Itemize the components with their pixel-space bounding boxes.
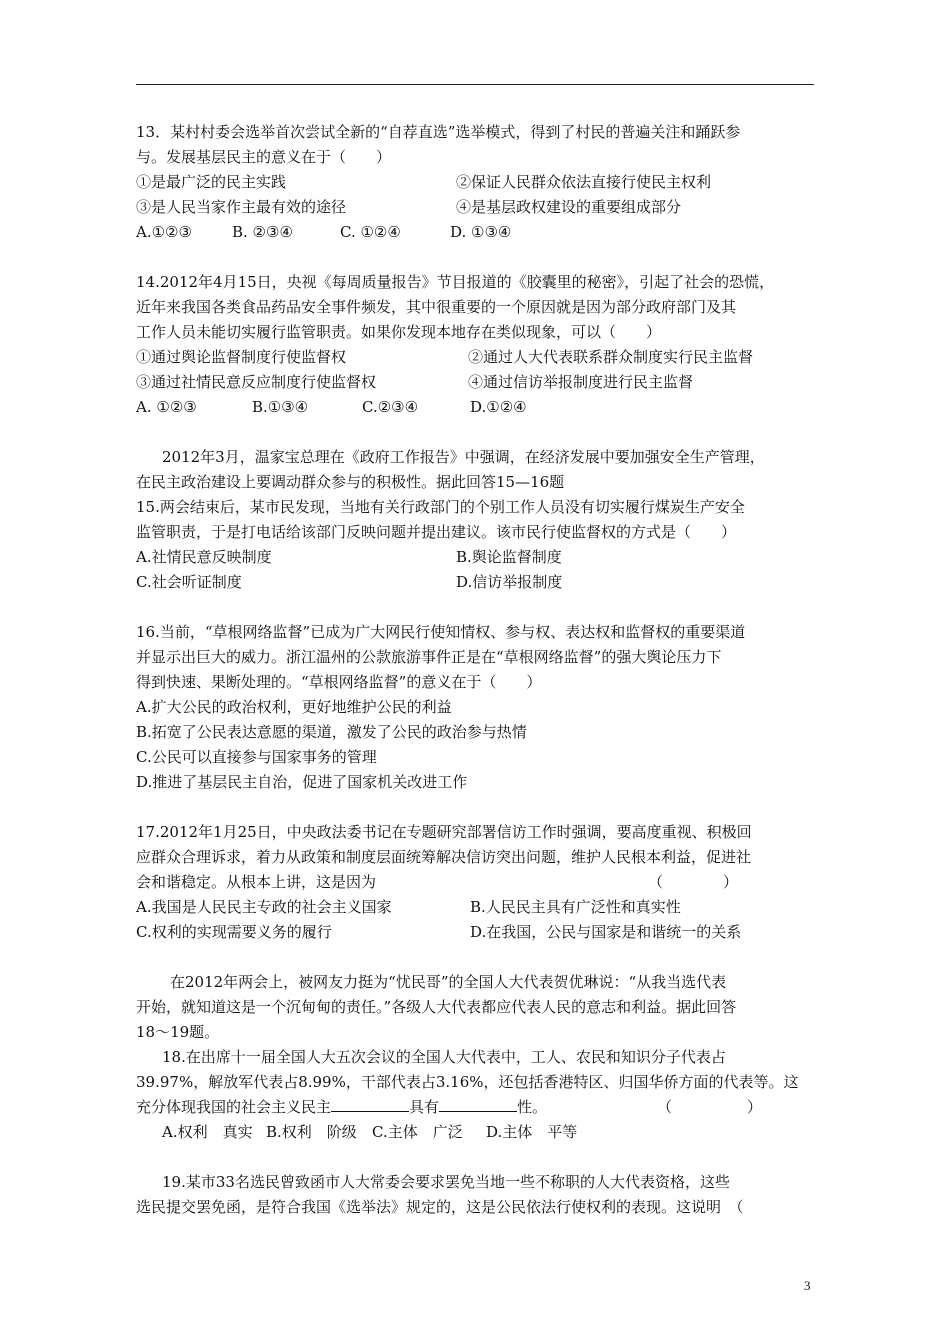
q13-choices [136, 220, 816, 245]
q15-option-d: D.信访举报制度 [456, 573, 563, 591]
q19-stem-line1: 19.某市33名选民曾致函市人大常委会要求罢免当地一些不称职的人大代表资格，这些 [162, 1173, 730, 1191]
q13-option-3: ③是人民当家作主最有效的途径 [136, 198, 347, 216]
q18-choice-d: D.主体 平等 [486, 1123, 578, 1141]
q17-answer-bracket: （ ） [648, 873, 739, 891]
q17-option-d: D.在我国，公民与国家是和谐统一的关系 [470, 923, 742, 941]
q15-stem-line2: 监管职责，于是打电话给该部门反映问题并提出建议。该市民行使监督权的方式是（ ） [136, 523, 737, 541]
q19-stem-line2: 选民提交罢免函，是符合我国《选举法》规定的，这是公民依法行使权利的表现。这说明 （ [136, 1198, 744, 1216]
q15-stem-line1: 15.两会结束后，某市民发现，当地有关行政部门的个别工作人员没有切实履行煤炭生产安全 [136, 498, 745, 516]
q14-choice-b: B.①③④ [252, 398, 309, 416]
q13-options-row1 [136, 170, 816, 195]
q13-option-2: ②保证人民群众依法直接行使民主权利 [456, 173, 712, 191]
q18-stem-line3-text-b: 具有 [409, 1098, 440, 1116]
q18-blank-1 [331, 1095, 409, 1112]
q13-choice-d: D. ①③④ [450, 223, 512, 241]
passage-18-line3: 18～19题。 [136, 1023, 220, 1041]
q17-options-row1 [136, 895, 816, 920]
passage-15-line2: 在民主政治建设上要调动群众参与的积极性。据此回答15—16题 [136, 473, 565, 491]
page-number: 3 [804, 1278, 811, 1293]
q13-options-row2 [136, 195, 816, 220]
q14-stem-line3: 工作人员未能切实履行监管职责。如果你发现本地存在类似现象，可以（ ） [136, 323, 662, 341]
q14-choice-c: C.②③④ [362, 398, 419, 416]
q13-option-1: ①是最广泛的民主实践 [136, 173, 287, 191]
q17-stem-line2: 应群众合理诉求，着力从政策和制度层面统筹解决信访突出问题，维护人民根本利益，促进社 [136, 848, 752, 866]
q16-option-d: D.推进了基层民主自治，促进了国家机关改进工作 [136, 773, 468, 791]
q14-choices [136, 395, 816, 420]
q13-choice-c: C. ①②④ [340, 223, 401, 241]
q18-choice-b: B.权利 阶级 [266, 1123, 357, 1141]
q17-option-a: A.我国是人民民主专政的社会主义国家 [136, 898, 392, 916]
q14-stem-line1: 14.2012年4月15日，央视《每周质量报告》节目报道的《胶囊里的秘密》，引起了社会的恐慌， [136, 273, 775, 291]
q13-choice-b: B. ②③④ [232, 223, 293, 241]
q17-option-c: C.权利的实现需要义务的履行 [136, 923, 332, 941]
q18-stem-line1: 18.在出席十一届全国人大五次会议的全国人大代表中，工人、农民和知识分子代表占 [162, 1048, 726, 1066]
q17-option-b: B.人民民主具有广泛性和真实性 [470, 898, 681, 916]
q15-option-a: A.社情民意反映制度 [136, 548, 272, 566]
q14-option-2: ②通过人大代表联系群众制度实行民主监督 [468, 348, 754, 366]
header-rule [136, 84, 814, 85]
q18-choices [136, 1120, 816, 1145]
q14-options-row2 [136, 370, 816, 395]
q14-option-1: ①通过舆论监督制度行使监督权 [136, 348, 347, 366]
passage-18-line2: 开始，就知道这是一个沉甸甸的责任。”各级人大代表都应代表人民的意志和利益。据此回答 [136, 998, 737, 1016]
q18-stem-line3-text-c: 性。 [517, 1098, 548, 1116]
q16-option-b: B.拓宽了公民表达意愿的渠道，激发了公民的政治参与热情 [136, 723, 527, 741]
q18-stem-line2: 39.97%，解放军代表占8.99%，干部代表占3.16%，还包括香港特区、归国华侨方面的代表等。这 [136, 1073, 799, 1091]
passage-18-line1: 在2012年两会上，被网友力挺为“忧民哥”的全国人大代表贺优琳说：“从我当选代表 [170, 973, 727, 991]
q18-stem-line3-text-a: 充分体现我国的社会主义民主 [136, 1098, 332, 1116]
q17-options-row2 [136, 920, 816, 945]
q15-option-b: B.舆论监督制度 [456, 548, 562, 566]
q15-option-c: C.社会听证制度 [136, 573, 242, 591]
q14-option-4: ④通过信访举报制度进行民主监督 [468, 373, 694, 391]
q17-stem-line3-text: 会和谐稳定。从根本上讲，这是因为 [136, 873, 377, 891]
q17-stem-line1: 17.2012年1月25日，中央政法委书记在专题研究部署信访工作时强调，要高度重视、积极回 [136, 823, 752, 841]
passage-15-line1: 2012年3月，温家宝总理在《政府工作报告》中强调，在经济发展中要加强安全生产管理， [162, 448, 765, 466]
q14-options-row1 [136, 345, 816, 370]
q17-stem-line3 [136, 870, 816, 895]
q13-option-4: ④是基层政权建设的重要组成部分 [456, 198, 682, 216]
q18-blank-2 [439, 1095, 517, 1112]
q16-option-a: A.扩大公民的政治权利，更好地维护公民的利益 [136, 698, 452, 716]
q14-choice-a: A. ①②③ [136, 398, 197, 416]
q18-choice-c: C.主体 广泛 [372, 1123, 463, 1141]
q18-choice-a: A.权利 真实 [162, 1123, 253, 1141]
q16-stem-line3: 得到快速、果断处理的。“草根网络监督”的意义在于（ ） [136, 673, 542, 691]
q16-stem-line1: 16.当前，“草根网络监督”已成为广大网民行使知情权、参与权、表达权和监督权的重要渠道 [136, 623, 746, 641]
question-content [136, 120, 816, 1220]
q16-option-c: C.公民可以直接参与国家事务的管理 [136, 748, 377, 766]
q15-options-row2 [136, 570, 816, 595]
q14-stem-line2: 近年来我国各类食品药品安全事件频发，其中很重要的一个原因就是因为部分政府部门及其 [136, 298, 737, 316]
q13-stem-line1: 13．某村村委会选举首次尝试全新的“自荐直选”选举模式，得到了村民的普遍关注和踊跃参 [136, 123, 741, 141]
q18-answer-bracket: （ ） [657, 1098, 763, 1116]
q13-choice-a: A.①②③ [136, 223, 192, 241]
q14-choice-d: D.①②④ [470, 398, 527, 416]
q15-options-row1 [136, 545, 816, 570]
q14-option-3: ③通过社情民意反应制度行使监督权 [136, 373, 377, 391]
q18-stem-line3 [136, 1095, 816, 1120]
q13-stem-line2: 与。发展基层民主的意义在于（ ） [136, 148, 392, 166]
q16-stem-line2: 并显示出巨大的威力。浙江温州的公款旅游事件正是在“草根网络监督”的强大舆论压力下 [136, 648, 722, 666]
